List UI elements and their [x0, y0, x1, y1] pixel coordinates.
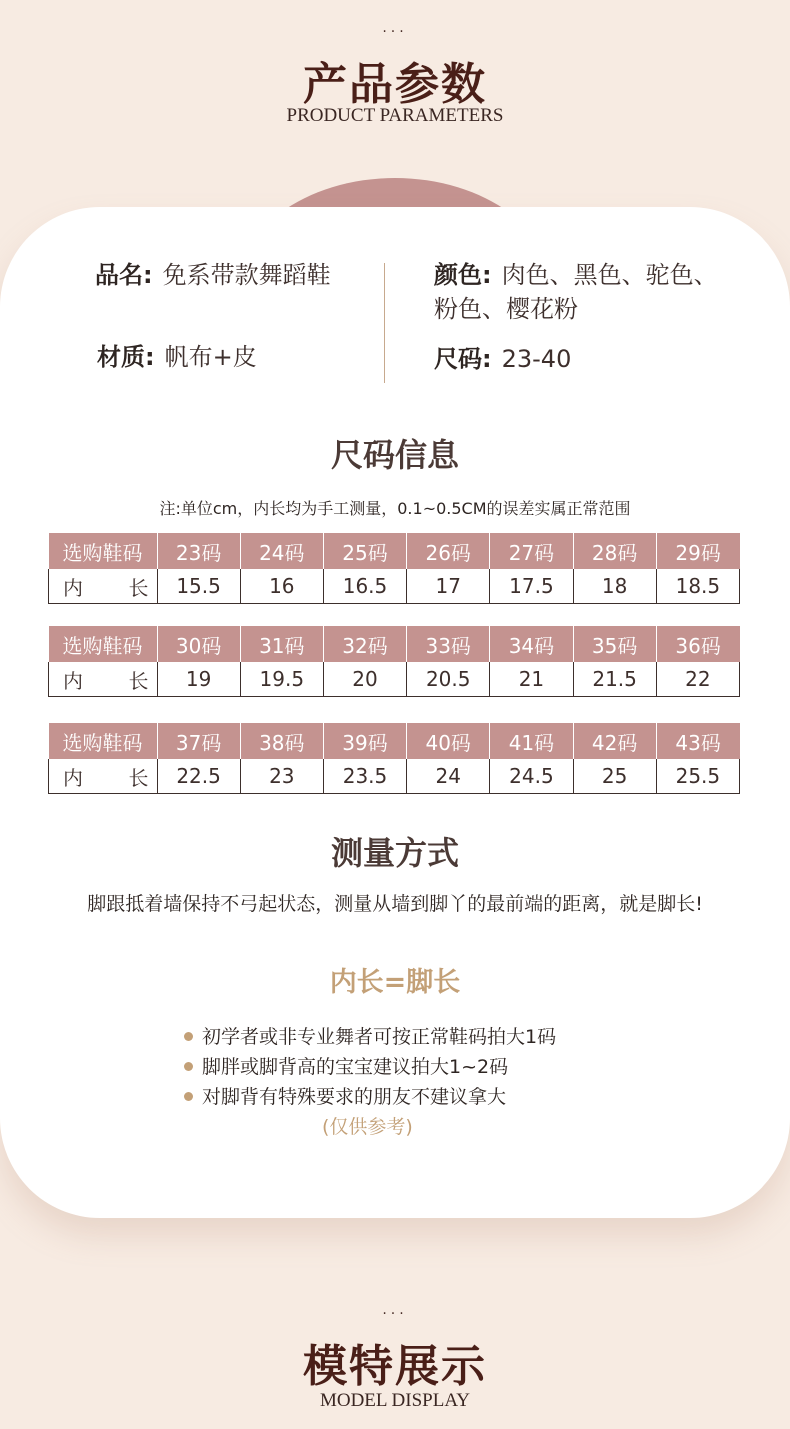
length-cell: 21: [490, 662, 573, 697]
length-row-label: 内 长: [49, 662, 158, 697]
page-subtitle: PRODUCT PARAMETERS: [286, 105, 504, 126]
param-name: [95, 258, 331, 292]
length-cell: 17.5: [490, 569, 573, 604]
length-cell: 19.5: [240, 662, 323, 697]
bullet-icon: [184, 1092, 193, 1101]
length-cell: 21.5: [573, 662, 656, 697]
length-cell: 25: [573, 759, 656, 794]
reference-note: (仅供参考): [322, 1116, 413, 1138]
size-cell: 25码: [323, 533, 406, 569]
size-cell: 37码: [157, 723, 240, 759]
length-cell: 24.5: [490, 759, 573, 794]
length-row-label: 内 长: [49, 569, 158, 604]
size-cell: 43码: [656, 723, 739, 759]
measure-title: 测量方式: [330, 834, 459, 872]
length-row: [49, 759, 740, 794]
size-cell: 35码: [573, 626, 656, 662]
param-name-value: 免系带款舞蹈鞋: [162, 261, 331, 289]
size-cell: 32码: [323, 626, 406, 662]
param-material-value: 帆布+皮: [164, 343, 257, 371]
size-header-label: 选购鞋码: [49, 723, 158, 759]
length-row: [49, 569, 740, 604]
tip-text: 对脚背有特殊要求的朋友不建议拿大: [202, 1086, 507, 1108]
length-cell: 15.5: [157, 569, 240, 604]
size-note: 注:单位cm，内长均为手工测量，0.1~0.5CM的误差实属正常范围: [159, 499, 631, 518]
size-cell: 24码: [240, 533, 323, 569]
tip-item: [184, 1022, 556, 1052]
param-color-value-1: 肉色、黑色、驼色、: [501, 261, 718, 289]
length-cell: 18.5: [656, 569, 739, 604]
length-row-label: 内 长: [49, 759, 158, 794]
size-cell: 26码: [407, 533, 490, 569]
length-cell: 22: [656, 662, 739, 697]
param-color-label: 颜色:: [434, 261, 492, 289]
size-table-3: [48, 723, 740, 794]
page-title: 产品参数: [303, 59, 487, 110]
size-info-title: 尺码信息: [330, 436, 459, 474]
param-size-value: 23-40: [501, 345, 572, 373]
size-cell: 29码: [656, 533, 739, 569]
length-cell: 17: [407, 569, 490, 604]
size-table-1: [48, 533, 740, 604]
size-cell: 36码: [656, 626, 739, 662]
size-cell: 42码: [573, 723, 656, 759]
size-cell: 38码: [240, 723, 323, 759]
length-cell: 20.5: [407, 662, 490, 697]
size-header-label: 选购鞋码: [49, 533, 158, 569]
size-cell: 34码: [490, 626, 573, 662]
header-dots: ···: [382, 24, 408, 40]
length-cell: 24: [407, 759, 490, 794]
param-color-value-2: 粉色、樱花粉: [434, 295, 578, 323]
size-cell: 28码: [573, 533, 656, 569]
measure-text: 脚跟抵着墙保持不弓起状态，测量从墙到脚丫的最前端的距离，就是脚长!: [87, 893, 703, 915]
length-cell: 25.5: [656, 759, 739, 794]
size-header-row: [49, 626, 740, 662]
size-cell: 39码: [323, 723, 406, 759]
footer-title: 模特展示: [303, 1341, 487, 1392]
param-size-label: 尺码:: [434, 345, 492, 373]
length-cell: 19: [157, 662, 240, 697]
length-cell: 22.5: [157, 759, 240, 794]
length-cell: 23: [240, 759, 323, 794]
tip-item: [184, 1052, 556, 1082]
bullet-icon: [184, 1062, 193, 1071]
length-cell: 20: [323, 662, 406, 697]
size-cell: 31码: [240, 626, 323, 662]
footer-dots: ···: [382, 1306, 408, 1322]
size-table-2: [48, 626, 740, 697]
size-cell: 30码: [157, 626, 240, 662]
size-cell: 23码: [157, 533, 240, 569]
length-cell: 18: [573, 569, 656, 604]
tip-text: 初学者或非专业舞者可按正常鞋码拍大1码: [202, 1026, 557, 1048]
param-size: [434, 342, 571, 376]
tip-text: 脚胖或脚背高的宝宝建议拍大1~2码: [202, 1056, 509, 1078]
size-cell: 41码: [490, 723, 573, 759]
length-cell: 23.5: [323, 759, 406, 794]
bullet-icon: [184, 1032, 193, 1041]
param-material-label: 材质:: [97, 343, 155, 371]
param-name-label: 品名:: [95, 261, 153, 289]
length-cell: 16.5: [323, 569, 406, 604]
param-color: [434, 258, 718, 326]
size-cell: 27码: [490, 533, 573, 569]
length-row: [49, 662, 740, 697]
footer-subtitle: MODEL DISPLAY: [319, 1390, 471, 1411]
measure-formula: 内长=脚长: [329, 967, 461, 998]
size-cell: 40码: [407, 723, 490, 759]
param-material: [97, 340, 257, 374]
length-cell: 16: [240, 569, 323, 604]
size-header-label: 选购鞋码: [49, 626, 158, 662]
param-divider: [384, 263, 385, 383]
tip-item: [184, 1082, 556, 1112]
tips-list: [184, 1022, 556, 1112]
size-cell: 33码: [407, 626, 490, 662]
size-header-row: [49, 723, 740, 759]
size-header-row: [49, 533, 740, 569]
